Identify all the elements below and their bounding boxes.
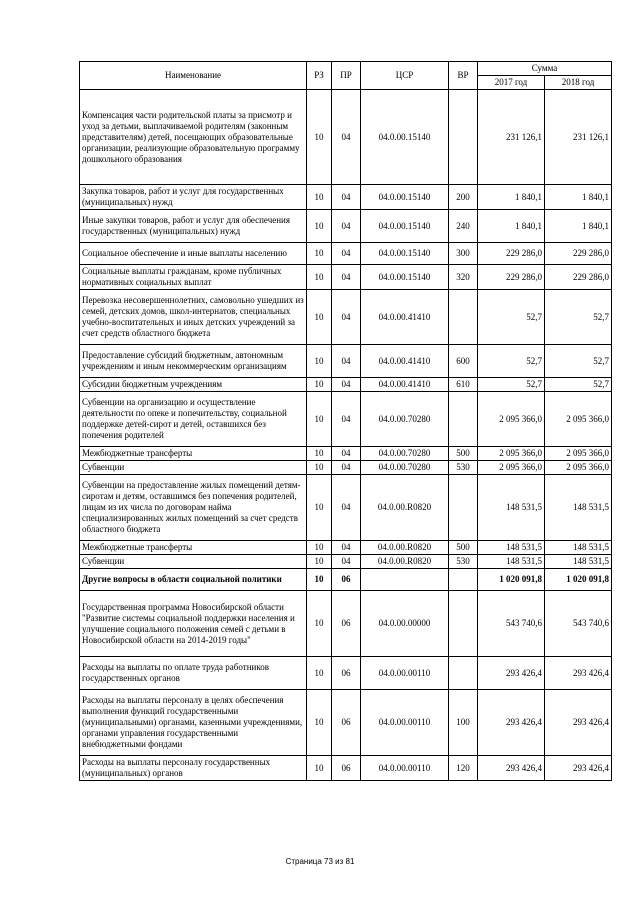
row-vr-cell: 600 [449, 345, 478, 378]
row-2018-amount-cell: 148 531,5 [545, 475, 612, 541]
row-csr-cell: 04.0.00.70280 [361, 447, 449, 461]
row-vr-cell: 320 [449, 265, 478, 290]
row-csr-cell: 04.0.00.00110 [361, 690, 449, 756]
table-row [80, 210, 612, 243]
row-pr-cell: 06 [332, 690, 361, 756]
row-pr-cell: 04 [332, 392, 361, 447]
row-name-cell: Социальное обеспечение и иные выплаты населению [80, 243, 307, 265]
budget-table [79, 61, 612, 781]
header-csr: ЦСР [361, 62, 449, 90]
row-pr-cell: 06 [332, 756, 361, 781]
table-row [80, 555, 612, 569]
row-2017-amount-cell: 2 095 366,0 [478, 447, 545, 461]
table-row [80, 447, 612, 461]
row-name-cell: Расходы на выплаты персоналу государственных (муниципальных) органов [80, 756, 307, 781]
row-csr-cell: 04.0.00.R0820 [361, 475, 449, 541]
row-name-cell: Государственная программа Новосибирской области "Развитие системы социальной поддержки населения и улучшение социального положения семей с детьми в Новосибирской области на 2014-2019 годы" [80, 591, 307, 657]
row-rz-cell: 10 [307, 290, 332, 345]
row-name-cell: Субвенции на предоставление жилых помещений детям-сиротам и детям, оставшимся без попечения родителей, лицам из их числа по договорам найма специализированных жилых помещений за счет средств областного бюджета [80, 475, 307, 541]
row-rz-cell: 10 [307, 657, 332, 690]
table-row [80, 90, 612, 185]
table-row [80, 569, 612, 591]
row-rz-cell: 10 [307, 541, 332, 555]
row-vr-cell [449, 591, 478, 657]
row-csr-cell: 04.0.00.41410 [361, 378, 449, 392]
row-pr-cell: 04 [332, 461, 361, 475]
table-row [80, 392, 612, 447]
row-name-cell: Закупка товаров, работ и услуг для государственных (муниципальных) нужд [80, 185, 307, 210]
row-2018-amount-cell: 293 426,4 [545, 657, 612, 690]
row-2017-amount-cell: 293 426,4 [478, 657, 545, 690]
row-2017-amount-cell: 1 840,1 [478, 185, 545, 210]
row-csr-cell: 04.0.00.15140 [361, 90, 449, 185]
row-rz-cell: 10 [307, 345, 332, 378]
header-year-2018: 2018 год [545, 76, 612, 90]
table-row [80, 290, 612, 345]
row-rz-cell: 10 [307, 378, 332, 392]
table-row [80, 265, 612, 290]
row-2017-amount-cell: 148 531,5 [478, 555, 545, 569]
table-row [80, 185, 612, 210]
row-vr-cell [449, 657, 478, 690]
row-name-cell: Социальные выплаты гражданам, кроме публичных нормативных социальных выплат [80, 265, 307, 290]
header-rz: РЗ [307, 62, 332, 90]
row-rz-cell: 10 [307, 569, 332, 591]
row-vr-cell [449, 90, 478, 185]
row-csr-cell: 04.0.00.41410 [361, 345, 449, 378]
row-vr-cell [449, 475, 478, 541]
header-pr: ПР [332, 62, 361, 90]
row-csr-cell: 04.0.00.00000 [361, 591, 449, 657]
row-pr-cell: 04 [332, 243, 361, 265]
row-csr-cell: 04.0.00.41410 [361, 290, 449, 345]
row-pr-cell: 04 [332, 555, 361, 569]
row-csr-cell: 04.0.00.70280 [361, 392, 449, 447]
table-row [80, 657, 612, 690]
row-csr-cell: 04.0.00.15140 [361, 265, 449, 290]
row-rz-cell: 10 [307, 461, 332, 475]
row-2017-amount-cell: 231 126,1 [478, 90, 545, 185]
header-sum: Сумма [478, 62, 612, 76]
table-row [80, 475, 612, 541]
header-vr: ВР [449, 62, 478, 90]
row-2017-amount-cell: 148 531,5 [478, 475, 545, 541]
header-name: Наименование [80, 62, 307, 90]
row-rz-cell: 10 [307, 591, 332, 657]
row-rz-cell: 10 [307, 756, 332, 781]
row-2017-amount-cell: 52,7 [478, 378, 545, 392]
row-2017-amount-cell: 2 095 366,0 [478, 461, 545, 475]
row-2017-amount-cell: 148 531,5 [478, 541, 545, 555]
table-row [80, 690, 612, 756]
row-pr-cell: 04 [332, 185, 361, 210]
row-name-cell: Предоставление субсидий бюджетным, автономным учреждениям и иным некоммерческим организациям [80, 345, 307, 378]
row-pr-cell: 04 [332, 447, 361, 461]
row-2018-amount-cell: 543 740,6 [545, 591, 612, 657]
row-vr-cell: 240 [449, 210, 478, 243]
table-row [80, 378, 612, 392]
row-2018-amount-cell: 229 286,0 [545, 265, 612, 290]
row-2018-amount-cell: 52,7 [545, 345, 612, 378]
row-2018-amount-cell: 231 126,1 [545, 90, 612, 185]
row-vr-cell [449, 392, 478, 447]
row-pr-cell: 04 [332, 290, 361, 345]
row-2017-amount-cell: 52,7 [478, 290, 545, 345]
row-2017-amount-cell: 52,7 [478, 345, 545, 378]
table-row [80, 461, 612, 475]
row-vr-cell: 610 [449, 378, 478, 392]
row-rz-cell: 10 [307, 210, 332, 243]
row-vr-cell [449, 569, 478, 591]
row-2018-amount-cell: 1 840,1 [545, 210, 612, 243]
row-2018-amount-cell: 229 286,0 [545, 243, 612, 265]
row-pr-cell: 06 [332, 569, 361, 591]
row-name-cell: Субвенции [80, 555, 307, 569]
row-vr-cell: 530 [449, 461, 478, 475]
row-vr-cell: 500 [449, 541, 478, 555]
row-2018-amount-cell: 148 531,5 [545, 541, 612, 555]
row-2017-amount-cell: 229 286,0 [478, 265, 545, 290]
row-2017-amount-cell: 293 426,4 [478, 690, 545, 756]
row-csr-cell: 04.0.00.00110 [361, 657, 449, 690]
row-2017-amount-cell: 293 426,4 [478, 756, 545, 781]
row-pr-cell: 06 [332, 657, 361, 690]
row-vr-cell: 300 [449, 243, 478, 265]
row-csr-cell: 04.0.00.R0820 [361, 555, 449, 569]
table-row [80, 243, 612, 265]
row-name-cell: Межбюджетные трансферты [80, 447, 307, 461]
row-name-cell: Расходы на выплаты по оплате труда работников государственных органов [80, 657, 307, 690]
row-2018-amount-cell: 1 020 091,8 [545, 569, 612, 591]
row-csr-cell: 04.0.00.15140 [361, 185, 449, 210]
row-2018-amount-cell: 148 531,5 [545, 555, 612, 569]
row-pr-cell: 04 [332, 378, 361, 392]
row-2018-amount-cell: 2 095 366,0 [545, 447, 612, 461]
row-vr-cell: 530 [449, 555, 478, 569]
row-2018-amount-cell: 2 095 366,0 [545, 392, 612, 447]
row-2018-amount-cell: 293 426,4 [545, 756, 612, 781]
row-rz-cell: 10 [307, 185, 332, 210]
row-name-cell: Расходы на выплаты персоналу в целях обеспечения выполнения функций государственными (муниципальными) органами, казенными учреждениями, органами управления государственными внебюджетными фондами [80, 690, 307, 756]
row-csr-cell [361, 569, 449, 591]
table-row [80, 541, 612, 555]
row-name-cell: Субвенции на организацию и осуществление деятельности по опеке и попечительству, социальной поддержке детей-сирот и детей, оставшихся без попечения родителей [80, 392, 307, 447]
row-name-cell: Субвенции [80, 461, 307, 475]
row-2018-amount-cell: 52,7 [545, 290, 612, 345]
row-name-cell: Субсидии бюджетным учреждениям [80, 378, 307, 392]
table-row [80, 756, 612, 781]
row-vr-cell [449, 290, 478, 345]
row-csr-cell: 04.0.00.R0820 [361, 541, 449, 555]
row-pr-cell: 04 [332, 210, 361, 243]
row-vr-cell: 100 [449, 690, 478, 756]
row-2017-amount-cell: 543 740,6 [478, 591, 545, 657]
table-body [80, 90, 612, 781]
row-rz-cell: 10 [307, 90, 332, 185]
page-number: Страница 73 из 81 [285, 857, 355, 866]
row-rz-cell: 10 [307, 475, 332, 541]
row-2017-amount-cell: 229 286,0 [478, 243, 545, 265]
table-row [80, 345, 612, 378]
row-2017-amount-cell: 1 840,1 [478, 210, 545, 243]
row-pr-cell: 04 [332, 541, 361, 555]
row-vr-cell: 500 [449, 447, 478, 461]
row-name-cell: Компенсация части родительской платы за присмотр и уход за детьми, выплачиваемой родителям (законным представителям) детей, посещающих образовательные организации, реализующие образовательную программу дошкольного образования [80, 90, 307, 185]
row-pr-cell: 04 [332, 90, 361, 185]
header-year-2017: 2017 год [478, 76, 545, 90]
row-name-cell: Другие вопросы в области социальной политики [80, 569, 307, 591]
row-name-cell: Иные закупки товаров, работ и услуг для обеспечения государственных (муниципальных) нужд [80, 210, 307, 243]
row-csr-cell: 04.0.00.00110 [361, 756, 449, 781]
row-csr-cell: 04.0.00.70280 [361, 461, 449, 475]
row-rz-cell: 10 [307, 690, 332, 756]
row-pr-cell: 04 [332, 475, 361, 541]
row-name-cell: Межбюджетные трансферты [80, 541, 307, 555]
row-vr-cell: 200 [449, 185, 478, 210]
row-rz-cell: 10 [307, 447, 332, 461]
row-2018-amount-cell: 52,7 [545, 378, 612, 392]
row-rz-cell: 10 [307, 392, 332, 447]
row-2018-amount-cell: 2 095 366,0 [545, 461, 612, 475]
row-csr-cell: 04.0.00.15140 [361, 243, 449, 265]
row-rz-cell: 10 [307, 243, 332, 265]
row-rz-cell: 10 [307, 555, 332, 569]
row-vr-cell: 120 [449, 756, 478, 781]
row-pr-cell: 04 [332, 345, 361, 378]
table-row [80, 591, 612, 657]
row-csr-cell: 04.0.00.15140 [361, 210, 449, 243]
row-2018-amount-cell: 293 426,4 [545, 690, 612, 756]
row-2018-amount-cell: 1 840,1 [545, 185, 612, 210]
row-rz-cell: 10 [307, 265, 332, 290]
row-pr-cell: 04 [332, 265, 361, 290]
row-2017-amount-cell: 1 020 091,8 [478, 569, 545, 591]
row-pr-cell: 06 [332, 591, 361, 657]
row-name-cell: Перевозка несовершеннолетних, самовольно ушедших из семей, детских домов, школ-интернатов, специальных учебно-воспитательных и иных детских учреждений за счет средств областного бюджета [80, 290, 307, 345]
row-2017-amount-cell: 2 095 366,0 [478, 392, 545, 447]
